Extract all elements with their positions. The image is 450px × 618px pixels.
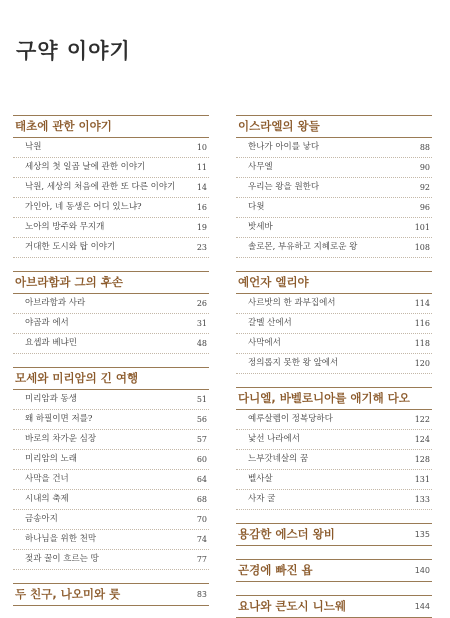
entry-title: 시내의 축제: [25, 494, 69, 504]
entry-page: 31: [196, 319, 207, 328]
entry-page: 16: [196, 203, 207, 212]
toc-entry[interactable]: [13, 314, 209, 334]
entry-title: 왜 하필이면 저를?: [25, 414, 93, 424]
section-heading[interactable]: [236, 387, 432, 410]
entry-page: 26: [196, 299, 207, 308]
toc-entry[interactable]: [13, 430, 209, 450]
entry-title: 미리암의 노래: [25, 454, 77, 464]
section-heading[interactable]: [13, 367, 209, 390]
entry-page: 90: [419, 163, 430, 172]
toc-entry[interactable]: [13, 490, 209, 510]
entry-title: 가인아, 네 동생은 어디 있느냐?: [25, 202, 142, 212]
entry-page: 133: [414, 495, 430, 504]
section-page: 83: [196, 590, 207, 599]
entry-page: 70: [196, 515, 207, 524]
section-title: 두 친구, 나오미와 룻: [15, 587, 121, 601]
toc-entry[interactable]: [236, 178, 432, 198]
entry-title: 사자 굴: [248, 494, 276, 504]
entry-title: 금송아지: [25, 514, 58, 524]
section-title: 이스라엘의 왕들: [238, 119, 320, 133]
section-title: 태초에 관한 이야기: [15, 119, 112, 133]
section-heading[interactable]: [13, 271, 209, 294]
entry-page: 131: [414, 475, 430, 484]
entry-title: 사막에서: [248, 338, 281, 348]
section-heading[interactable]: [236, 559, 432, 582]
toc-entry[interactable]: [13, 470, 209, 490]
toc-entry[interactable]: [236, 138, 432, 158]
toc-entry[interactable]: [13, 530, 209, 550]
entry-title: 야곱과 에서: [25, 318, 69, 328]
toc-entry[interactable]: [13, 294, 209, 314]
section-page: 140: [414, 566, 430, 575]
toc-entry[interactable]: [236, 354, 432, 374]
toc-entry[interactable]: [13, 510, 209, 530]
entry-page: 101: [414, 223, 430, 232]
toc-entry[interactable]: [236, 450, 432, 470]
entry-page: 74: [196, 535, 207, 544]
entry-title: 낙원, 세상의 처음에 관한 또 다른 이야기: [25, 182, 176, 192]
toc-entry[interactable]: [236, 430, 432, 450]
toc-entry[interactable]: [236, 314, 432, 334]
entry-page: 68: [196, 495, 207, 504]
entry-page: 124: [414, 435, 430, 444]
entry-title: 사르밧의 한 과부집에서: [248, 298, 336, 308]
toc-entry[interactable]: [13, 158, 209, 178]
section-page: 135: [414, 530, 430, 539]
entry-title: 벨사살: [248, 474, 273, 484]
entry-page: 116: [414, 319, 430, 328]
page-title: 구약 이야기: [16, 39, 131, 63]
section-heading[interactable]: [13, 583, 209, 606]
section-title: 용감한 에스더 왕비: [238, 527, 335, 541]
toc-entry[interactable]: [13, 178, 209, 198]
entry-page: 11: [196, 163, 207, 172]
section-title: 요나와 큰도시 니느웨: [238, 599, 346, 613]
toc-entry[interactable]: [236, 218, 432, 238]
entry-page: 23: [196, 243, 207, 252]
toc-right-column: [236, 115, 432, 618]
section-heading[interactable]: [236, 115, 432, 138]
toc-entry[interactable]: [13, 218, 209, 238]
entry-title: 느부갓네살의 꿈: [248, 454, 309, 464]
entry-title: 갈멜 산에서: [248, 318, 292, 328]
toc-entry[interactable]: [13, 334, 209, 354]
toc-entry[interactable]: [236, 294, 432, 314]
toc-entry[interactable]: [236, 470, 432, 490]
entry-page: 128: [414, 455, 430, 464]
entry-title: 노아의 방주와 무지개: [25, 222, 105, 232]
entry-page: 92: [419, 183, 430, 192]
toc-entry[interactable]: [236, 410, 432, 430]
toc-entry[interactable]: [236, 198, 432, 218]
entry-title: 젖과 꿀이 흐르는 땅: [25, 554, 99, 564]
entry-title: 낙원: [25, 142, 42, 152]
entry-page: 51: [196, 395, 207, 404]
entry-title: 바로의 차가운 심장: [25, 434, 97, 444]
entry-title: 다윗: [248, 202, 265, 212]
entry-page: 114: [414, 299, 430, 308]
toc-entry[interactable]: [13, 138, 209, 158]
section-heading[interactable]: [13, 115, 209, 138]
entry-title: 우리는 왕을 원한다: [248, 182, 320, 192]
entry-title: 세상의 첫 일곱 날에 관한 이야기: [25, 162, 146, 172]
entry-title: 미리암과 동생: [25, 394, 77, 404]
section-title: 아브라함과 그의 후손: [15, 275, 123, 289]
section-title: 모세와 미리암의 긴 여행: [15, 371, 139, 385]
entry-title: 밧세바: [248, 222, 273, 232]
entry-page: 96: [419, 203, 430, 212]
toc-left-column: [13, 115, 209, 606]
entry-title: 예루살렘이 정복당하다: [248, 414, 333, 424]
section-title: 곤경에 빠진 욥: [238, 563, 313, 577]
section-title: 다니엘, 바벨로니아를 애기해 다오: [238, 391, 410, 405]
toc-entry[interactable]: [236, 238, 432, 258]
entry-page: 14: [196, 183, 207, 192]
entry-title: 거대한 도시와 탑 이야기: [25, 242, 116, 252]
entry-title: 요셉과 베냐민: [25, 338, 77, 348]
entry-title: 낯선 나라에서: [248, 434, 300, 444]
entry-page: 60: [196, 455, 207, 464]
entry-page: 77: [196, 555, 207, 564]
entry-page: 57: [196, 435, 207, 444]
toc-entry[interactable]: [236, 158, 432, 178]
section-page: 144: [414, 602, 430, 611]
toc-entry[interactable]: [236, 334, 432, 354]
toc-entry[interactable]: [236, 490, 432, 510]
entry-page: 19: [196, 223, 207, 232]
entry-page: 64: [196, 475, 207, 484]
toc-entry[interactable]: [13, 198, 209, 218]
entry-title: 정의롭지 못한 왕 앞에서: [248, 358, 339, 368]
entry-page: 118: [414, 339, 430, 348]
entry-title: 사무엘: [248, 162, 273, 172]
entry-page: 122: [414, 415, 430, 424]
entry-page: 56: [196, 415, 207, 424]
entry-title: 아브라함과 사라: [25, 298, 86, 308]
toc-entry[interactable]: [13, 450, 209, 470]
entry-page: 48: [196, 339, 207, 348]
section-title: 예언자 엘리야: [238, 275, 309, 289]
entry-page: 88: [419, 143, 430, 152]
toc-entry[interactable]: [13, 550, 209, 570]
entry-title: 한나가 아이를 낳다: [248, 142, 320, 152]
entry-page: 10: [196, 143, 207, 152]
entry-title: 솔로몬, 부유하고 지혜로운 왕: [248, 242, 358, 252]
entry-page: 108: [414, 243, 430, 252]
entry-page: 120: [414, 359, 430, 368]
entry-title: 사막을 건너: [25, 474, 69, 484]
toc-entry[interactable]: [13, 410, 209, 430]
section-heading[interactable]: [236, 271, 432, 294]
entry-title: 하나님을 위한 천막: [25, 534, 97, 544]
section-heading[interactable]: [236, 523, 432, 546]
toc-entry[interactable]: [13, 390, 209, 410]
toc-entry[interactable]: [13, 238, 209, 258]
